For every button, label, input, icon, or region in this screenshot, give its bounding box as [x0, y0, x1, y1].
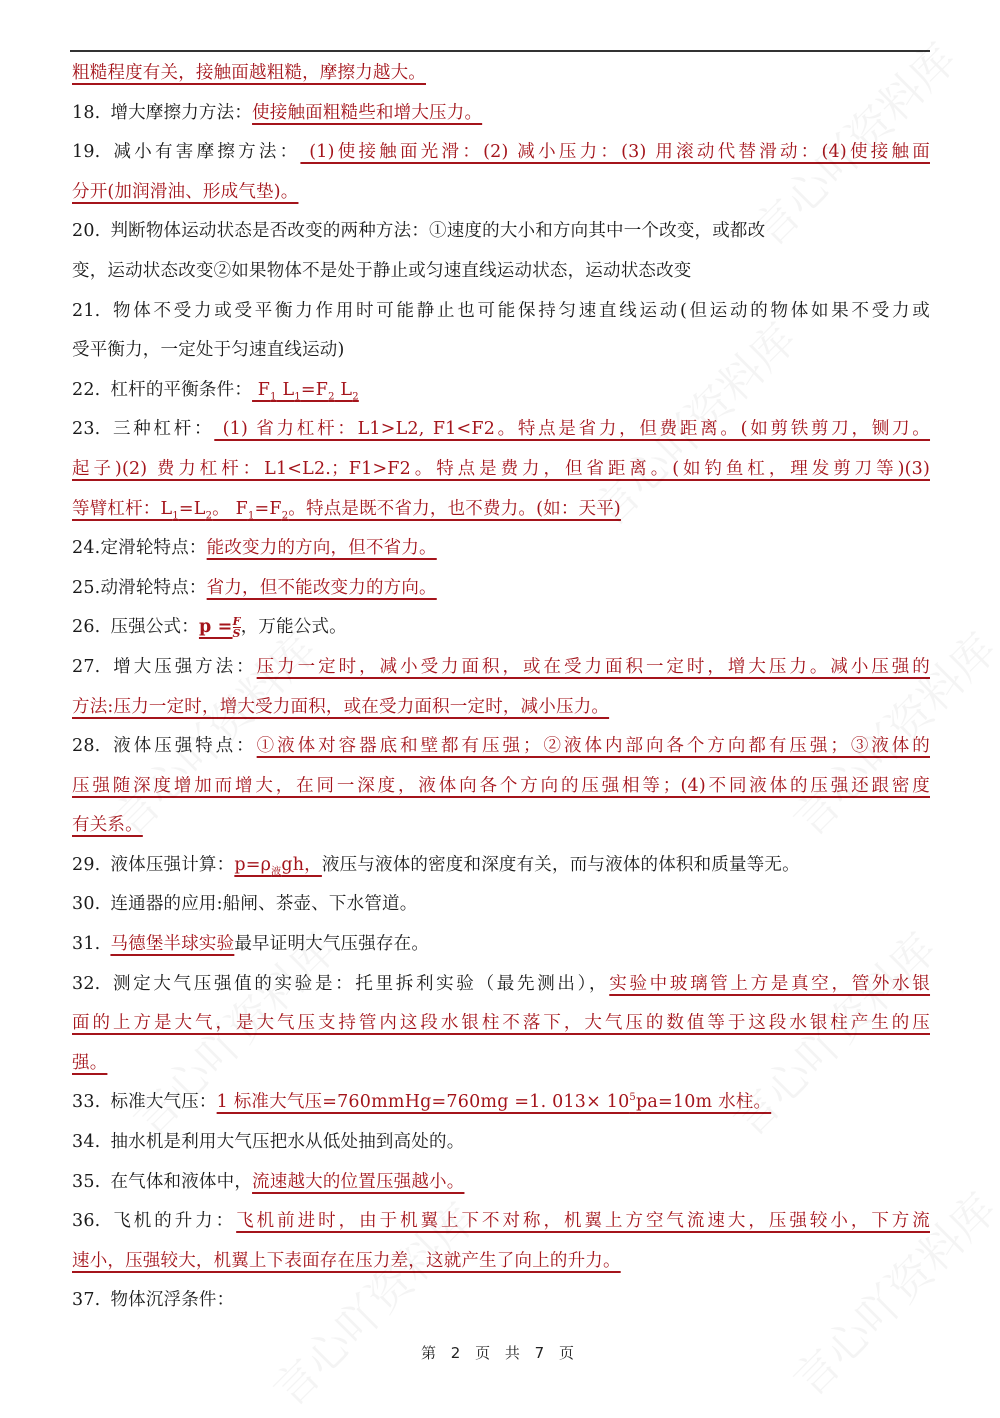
- item-36-cont: 速小，压强较大，机翼上下表面存在压力差，这就产生了向上的升力。: [72, 1250, 621, 1271]
- item-28-cont-2: 有关系。: [72, 815, 143, 836]
- item-23-cont-2: [72, 490, 930, 530]
- item-37: 37. 物体沉浮条件：: [72, 1290, 235, 1311]
- item-32-cont-2: 强。: [72, 1052, 108, 1073]
- item-34: 34. 抽水机是利用大气压把水从低处抽到高处的。: [72, 1132, 465, 1153]
- document-body: [72, 54, 930, 1321]
- standard-atm-formula: 1 标准大气压=760mmHg=760mg =1. $013\times 10^5pa=10m$ 水柱。: [216, 1092, 772, 1113]
- liquid-pressure-formula: $p=\rho_液gh$，: [234, 854, 322, 878]
- fraction-f-over-s: $\frac{F}{S}$: [232, 615, 241, 641]
- item-29: 29. 液体压强计算：$p=\rho_液gh$，液压与液体的密度和深度有关，而与液体的体积和质量等无。: [72, 854, 800, 878]
- header-rule: [70, 50, 930, 52]
- item-35: 35. 在气体和液体中，流速越大的位置压强越小。: [72, 1171, 465, 1192]
- item-22: 22. 杠杆的平衡条件： $F_1$ $L_1=F_2$ $L_2$: [72, 379, 359, 403]
- item-24: 24.定滑轮特点：能改变力的方向，但不省力。: [72, 538, 437, 559]
- item-32-cont-1: 面的上方是大气，是大气压支持管内这段水银柱不落下，大气压的数值等于这段水银柱产生的压: [72, 1013, 930, 1034]
- item-26: 26. 压强公式：$p =\frac{F}{S}$ ，万能公式。: [72, 615, 347, 641]
- item-27: 27. 增大压强方法：压力一定时，减小受力面积，或在受力面积一定时，增大压力。减小压强的: [72, 656, 930, 677]
- item-31: 31. 马德堡半球实验最早证明大气压强存在。: [72, 934, 430, 955]
- item-30: 30. 连通器的应用:船闸、茶壶、下水管道。: [72, 894, 418, 915]
- pressure-formula: p =: [198, 617, 233, 638]
- item-20: 20. 判断物体运动状态是否改变的两种方法：①速度的大小和方向其中一个改变，或都改: [72, 221, 766, 242]
- item-27-cont: 方法:压力一定时，增大受力面积，或在受力面积一定时，减小压力。: [72, 696, 610, 717]
- item-19-cont: 分开(加润滑油、形成气垫)。: [72, 181, 299, 202]
- lever-formula: $F_1$ $L_1=F_2$ $L_2$: [252, 379, 359, 403]
- item-19: 19. 减小有害摩擦方法： (1)使接触面光滑：(2) 减小压力：(3) 用滚动代替滑动：(4)使接触面: [72, 142, 930, 163]
- item-23-cont-1: 起子)(2) 费力杠杆：L1<L2.；F1>F2。特点是费力，但省距离。(如钓鱼杠，理发剪刀等)(3): [72, 458, 930, 479]
- item-20-cont: 变，运动状态改变②如果物体不是处于静止或匀速直线运动状态，运动状态改变: [72, 260, 692, 281]
- equal-arm-lever: 等臂杠杆：$L_1=L_2$。 $F_1=F_2$。特点是既不省力，也不费力。(如：天平): [72, 498, 621, 522]
- item-28-cont-1: 压强随深度增加而增大，在同一深度，液体向各个方向的压强相等；(4)不同液体的压强还跟密度: [72, 775, 930, 796]
- item-21-cont: 受平衡力，一定处于匀速直线运动): [72, 340, 345, 361]
- item-21: 21. 物体不受力或受平衡力作用时可能静止也可能保持匀速直线运动(但运动的物体如果不受力或: [72, 300, 930, 321]
- item-23: 23. 三种杠杆： (1) 省力杠杆：L1>L2, F1<F2。特点是省力，但费距离。(如剪铁剪刀，铡刀。: [72, 419, 931, 440]
- item-28: 28. 液体压强特点：①液体对容器底和壁都有压强；②液体内部向各个方向都有压强；③液体的: [72, 736, 930, 757]
- item-25: 25.动滑轮特点：省力，但不能改变力的方向。: [72, 577, 437, 598]
- item-36: 36. 飞机的升力：飞机前进时，由于机翼上下不对称，机翼上方空气流速大，压强较小，下方流: [72, 1211, 930, 1232]
- item-33: 33. 标准大气压：1 标准大气压=760mmHg=760mg =1. $013\times 10^5pa=10m$ 水柱。: [72, 1092, 772, 1113]
- item-18: 18. 增大摩擦力方法：使接触面粗糙些和增大压力。: [72, 102, 483, 123]
- line-17-cont: 粗糙程度有关，接触面越粗糙，摩擦力越大。: [72, 63, 426, 83]
- item-32: 32. 测定大气压强值的实验是：托里拆利实验（最先测出），实验中玻璃管上方是真空，管外水银: [72, 973, 931, 994]
- page-footer: 第 2 页 共 7 页: [421, 1344, 579, 1362]
